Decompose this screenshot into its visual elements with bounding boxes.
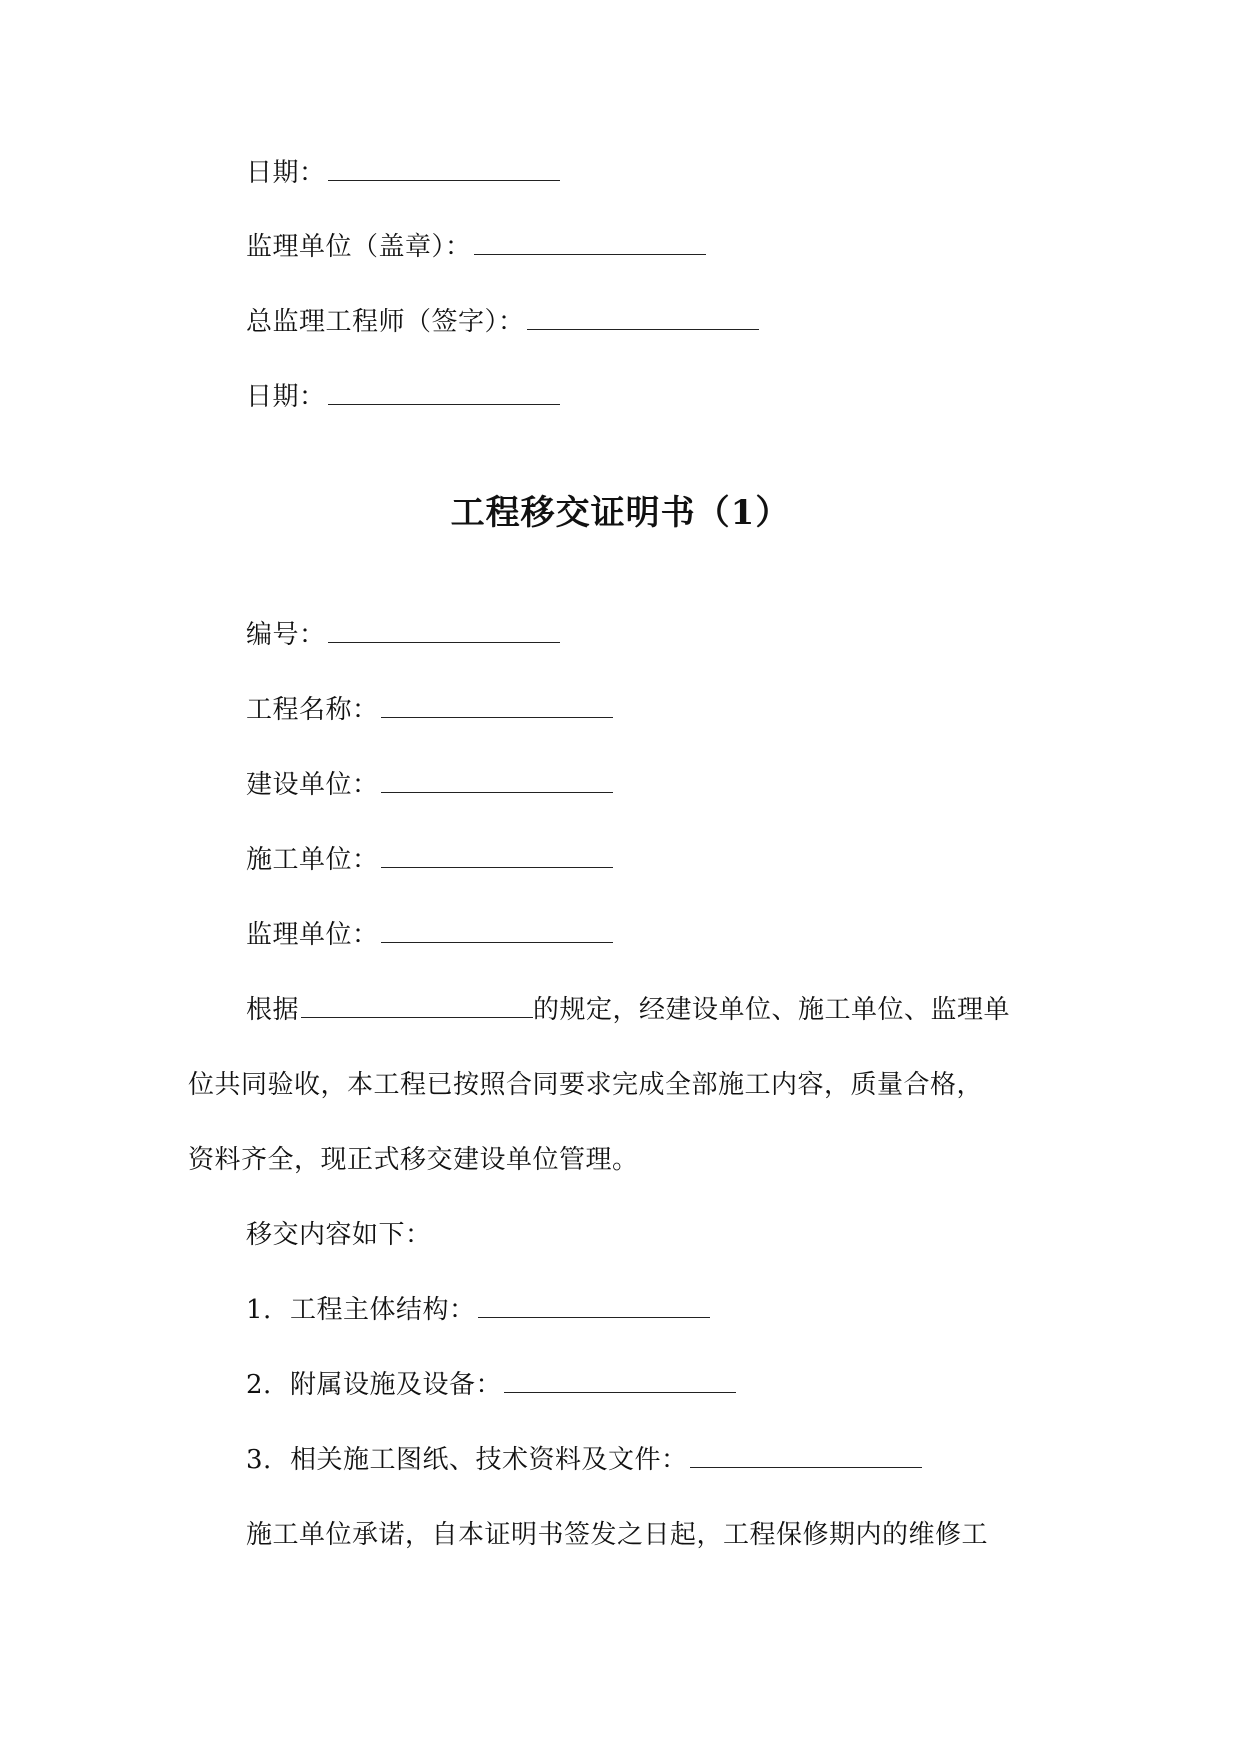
supervisor-seal-blank[interactable] [474, 234, 706, 255]
builder-blank[interactable] [381, 772, 613, 793]
project-name-blank[interactable] [381, 697, 613, 718]
item-number: 1. [246, 1295, 272, 1325]
paragraph-line-2: 位共同验收，本工程已按照合同要求完成全部施工内容，质量合格， [188, 1070, 984, 1100]
project-name-field [246, 693, 613, 727]
supervisor-blank[interactable] [381, 922, 613, 943]
item-number: 3. [246, 1445, 272, 1475]
paragraph-line-1 [246, 993, 1010, 1027]
date-blank[interactable] [328, 384, 560, 405]
builder-field [246, 768, 613, 802]
supervisor-seal-label: 监理单位（盖章）： [246, 232, 472, 262]
contractor-blank[interactable] [381, 847, 613, 868]
paragraph-line1-rest: 的规定，经建设单位、施工单位、监理单 [533, 995, 1011, 1025]
item-label: 附属设施及设备： [290, 1370, 503, 1400]
date-label: 日期： [246, 158, 326, 188]
contractor-field [246, 843, 613, 877]
item-blank[interactable] [478, 1297, 710, 1318]
content-item-3 [246, 1443, 922, 1477]
item-blank[interactable] [690, 1447, 922, 1468]
item-label: 工程主体结构： [290, 1295, 476, 1325]
paragraph-line-3: 资料齐全，现正式移交建设单位管理。 [188, 1145, 639, 1175]
chief-engineer-label: 总监理工程师（签字）： [246, 307, 525, 337]
certificate-title: 工程移交证明书（1） [450, 493, 791, 533]
item-number: 2. [246, 1370, 272, 1400]
content-item-2 [246, 1368, 736, 1402]
number-field [246, 618, 560, 652]
number-label: 编号： [246, 620, 326, 650]
date-label: 日期： [246, 382, 326, 412]
contents-intro: 移交内容如下： [246, 1220, 432, 1250]
chief-engineer-field [246, 305, 759, 339]
promise-line: 施工单位承诺，自本证明书签发之日起，工程保修期内的维修工 [246, 1520, 989, 1550]
date-blank[interactable] [328, 160, 560, 181]
supervisor-field [246, 918, 613, 952]
item-label: 相关施工图纸、技术资料及文件： [290, 1445, 688, 1475]
project-name-label: 工程名称： [246, 695, 379, 725]
date-field-2 [246, 380, 560, 414]
paragraph-lead: 根据 [246, 995, 300, 1025]
supervisor-label: 监理单位： [246, 920, 379, 950]
date-field-1 [246, 156, 560, 190]
builder-label: 建设单位： [246, 770, 379, 800]
contractor-label: 施工单位： [246, 845, 379, 875]
supervisor-seal-field [246, 230, 706, 264]
content-item-1 [246, 1293, 710, 1327]
chief-engineer-blank[interactable] [527, 309, 759, 330]
item-blank[interactable] [504, 1372, 736, 1393]
number-blank[interactable] [328, 622, 560, 643]
regulation-blank[interactable] [301, 997, 533, 1018]
